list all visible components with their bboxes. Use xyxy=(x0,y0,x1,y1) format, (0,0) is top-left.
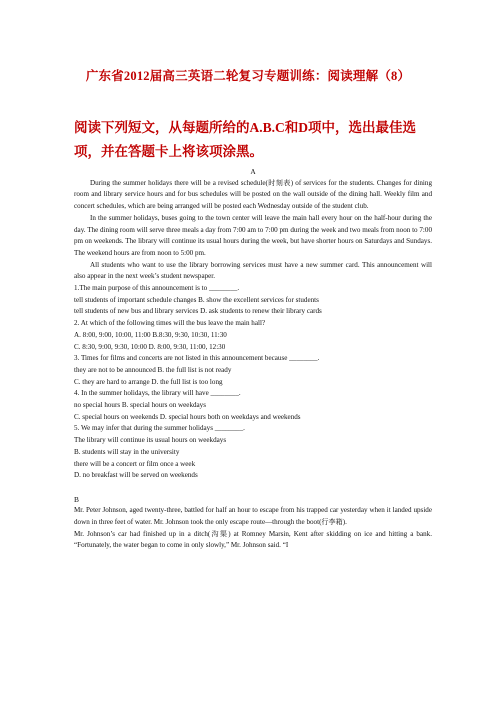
section-spacer xyxy=(74,482,432,494)
instruction-text: 阅读下列短文，从每题所给的A.B.C和D项中，选出最佳选项，并在答题卡上将该项涂黑。 xyxy=(74,120,417,159)
question-5-option: D. no breakfast will be served on weekends xyxy=(74,471,198,480)
question-1-options-line: tell students of important schedule changes B. show the excellent services for students xyxy=(74,295,319,304)
question-4: 4. In the summer holidays, the library will have ________. xyxy=(74,389,241,398)
question-3-options-line: C. they are hard to arrange D. the full list is too long xyxy=(74,377,223,386)
question-3-options-line: they are not to be announced B. the full list is not ready xyxy=(74,365,232,374)
question-2: 2. At which of the following times will the bus leave the main hall? xyxy=(74,319,266,328)
question-5: 5. We may infer that during the summer holidays ________. xyxy=(74,424,245,433)
passage-a-label: A xyxy=(250,167,256,176)
question-5-option: B. students will stay in the university xyxy=(74,447,180,456)
passage-b-paragraph-2: Mr. Johnson’s car had finished up in a ditch(沟渠) at Romney Marsin, Kent after skidding on ice and hitting a bank. “Fortunately, the water began to come in only slowly,” Mr. Johnson said. “I xyxy=(74,529,432,550)
passage-b-label: B xyxy=(74,494,79,504)
question-1: 1.The main purpose of this announcement is to ________. xyxy=(74,284,240,293)
question-2-options-line: A. 8:00, 9:00, 10:00, 11:00 B.8:30, 9:30, 10:30, 11:30 xyxy=(74,330,227,339)
question-1-options-line: tell students of new bus and library services D. ask students to renew their library cards xyxy=(74,307,322,316)
passage-a-paragraph-2: In the summer holidays, buses going to the town center will leave the main hall every hour on the half-hour during the day. The dining room will serve three meals a day from 7:00 am to 7:00 pm during the week and two meals from noon to 7:00 pm on weekends. The library will continue its usual hours during the week, but have shorter hours on Saturdays and Sundays. The weekend hours are from noon to 5:00 pm. xyxy=(74,213,432,257)
question-5-option: there will be a concert or film once a week xyxy=(74,459,196,468)
question-2-options-line: C. 8:30, 9:00, 9:30, 10:00 D. 8:00, 9:30, 11:00, 12:30 xyxy=(74,342,226,351)
question-3: 3. Times for films and concerts are not listed in this announcement because ________. xyxy=(74,354,320,363)
document-title: 广东省2012届高三英语二轮复习专题训练：阅读理解（8） xyxy=(85,69,411,83)
question-4-options-line: no special hours B. special hours on weekdays xyxy=(74,401,206,410)
question-4-options-line: C. special hours on weekends D. special hours both on weekdays and weekends xyxy=(74,412,301,421)
document-body xyxy=(74,166,432,552)
passage-b-paragraph-1: Mr. Peter Johnson, aged twenty-three, battled for half an hour to escape from his trapped car yesterday when it landed upside down in three feet of water. Mr. Johnson took the only escape route—through the boot(行李箱). xyxy=(74,506,432,527)
passage-a-paragraph-3: All students who want to use the library borrowing services must have a new summer card. This announcement will also appear in the next week’s student newspaper. xyxy=(74,260,432,281)
passage-a-paragraph-1: During the summer holidays there will be a revised schedule(时刻表) of services for the students. Changes for dining room and library service hours and for bus schedules will be posted on the wall outside of the dining hall. Weekly film and concert schedules, which are being arranged will be posted each Wednesday outside of the student club. xyxy=(74,178,432,211)
question-5-option: The library will continue its usual hours on weekdays xyxy=(74,436,227,445)
